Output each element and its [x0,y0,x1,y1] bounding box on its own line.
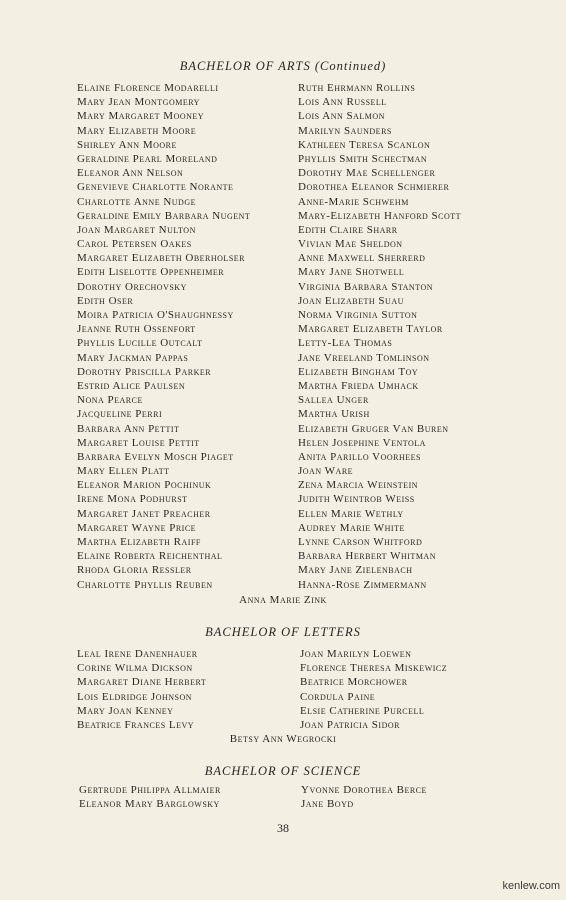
watermark: kenlew.com [502,880,560,892]
graduate-name: Joan Patricia Sidor [300,718,400,731]
graduate-name: Audrey Marie White [298,521,405,534]
section-title-bachelor-of-arts: BACHELOR OF ARTS (Continued) [179,59,387,73]
graduate-name: Joan Marilyn Loewen [300,648,412,660]
graduate-name: Edith Claire Sharr [298,223,398,236]
graduate-name: Hanna-Rose Zimmermann [298,578,427,591]
section-title-bachelor-of-letters: BACHELOR OF LETTERS [205,625,361,639]
graduate-name: Helen Josephine Ventola [298,436,426,449]
graduate-name: Mary Elizabeth Moore [77,124,197,137]
graduate-name: Jeanne Ruth Ossenfort [77,323,196,336]
graduate-name: Cordula Paine [300,690,376,703]
graduate-name: Dorothy Orechovsky [77,280,187,293]
graduate-name: Dorothy Mae Schellenger [298,167,436,180]
graduate-name: Sallea Unger [298,394,369,407]
graduate-name: Rhoda Gloria Ressler [77,564,192,577]
graduate-name: Judith Weintrob Weiss [298,493,415,506]
graduate-name: Phyllis Smith Schectman [298,152,428,165]
graduate-name: Joan Ware [298,465,354,478]
graduate-name: Zena Marcia Weinstein [298,479,419,492]
graduate-name: Lynne Carson Whitford [298,536,423,548]
graduate-name: Kathleen Teresa Scanlon [298,138,431,151]
graduate-name: Jane Vreeland Tomlinson [298,351,430,364]
graduate-name: Margaret Wayne Price [77,521,197,534]
graduate-name: Joan Margaret Nulton [77,223,196,236]
graduate-name: Lois Ann Russell [298,96,387,109]
graduate-name: Barbara Herbert Whitman [298,550,436,563]
graduate-name: Anne-Marie Schwehm [298,195,409,208]
graduate-name: Joan Elizabeth Suau [298,294,404,307]
graduate-name: Elsie Catherine Purcell [300,704,425,717]
graduate-name: Eleanor Marion Pochinuk [77,479,212,492]
graduate-name: Anita Parillo Voorhees [298,450,421,463]
graduate-name: Mary-Elizabeth Hanford Scott [298,209,462,222]
section-title-bachelor-of-science: BACHELOR OF SCIENCE [204,764,362,778]
graduate-name: Barbara Ann Pettit [77,422,180,435]
graduate-name: Gertrude Philippa Allmaier [79,784,221,796]
bachelor-of-arts-final-name: Anna Marie Zink [239,594,327,606]
graduate-name: Barbara Evelyn Mosch Piaget [77,450,234,463]
graduate-name: Mary Jackman Pappas [77,351,189,364]
graduate-name: Marilyn Saunders [298,124,392,137]
graduate-name: Charlotte Anne Nudge [77,195,196,208]
graduate-name: Irene Mona Podhurst [77,493,188,506]
graduate-name: Norma Virginia Sutton [298,309,418,321]
graduate-name: Yvonne Dorothea Berce [301,784,427,796]
graduate-name: Mary Margaret Mooney [77,110,205,123]
graduate-name: Mary Joan Kenney [77,704,174,717]
graduate-name: Edith Oser [77,294,134,307]
graduate-name: Elaine Florence Modarelli [77,82,219,94]
graduate-name: Eleanor Ann Nelson [77,167,184,180]
graduate-name: Jane Boyd [301,798,354,811]
graduate-name: Elizabeth Gruger Van Buren [298,422,449,435]
bachelor-of-letters-right-column [300,647,447,732]
graduate-name: Elaine Roberta Reichenthal [77,550,223,563]
graduate-name: Beatrice Frances Levy [77,718,195,731]
graduate-name: Leal Irene Danenhauer [77,648,198,660]
graduate-name: Margaret Elizabeth Oberholser [77,252,245,265]
graduate-name: Charlotte Phyllis Reuben [77,578,213,591]
bachelor-of-science-right-column [301,783,427,811]
graduate-name: Dorothy Priscilla Parker [77,365,212,378]
page-number: 38 [277,821,289,835]
graduate-name: Ellen Marie Wethly [298,507,404,520]
bachelor-of-letters-final-name: Betsy Ann Wegrocki [229,733,337,745]
graduate-name: Lois Eldridge Johnson [77,690,193,703]
graduate-name: Martha Urish [298,408,370,421]
graduate-name: Geraldine Emily Barbara Nugent [77,209,251,222]
graduate-name: Margaret Janet Preacher [77,507,211,520]
graduate-name: Eleanor Mary Barglowsky [79,798,220,811]
graduate-name: Geraldine Pearl Moreland [77,152,218,165]
graduate-name: Phyllis Lucille Outcalt [77,337,203,350]
graduate-name: Dorothea Eleanor Schmierer [298,181,450,194]
graduate-name: Margaret Elizabeth Taylor [298,323,443,336]
graduate-name: Mary Jean Montgomery [77,96,200,109]
graduate-name: Vivian Mae Sheldon [298,238,403,251]
graduate-name: Ruth Ehrmann Rollins [298,82,416,94]
graduate-name: Nona Pearce [77,394,143,407]
graduate-name: Florence Theresa Miskewicz [300,662,448,675]
graduate-name: Mary Jane Zielenbach [298,564,413,577]
graduate-name: Mary Jane Shotwell [298,266,405,279]
graduate-name: Moira Patricia O'Shaughnessy [77,309,234,321]
graduate-name: Edith Liselotte Oppenheimer [77,266,225,279]
graduate-name: Corine Wilma Dickson [77,662,193,675]
graduate-name: Martha Frieda Umhack [298,379,419,392]
bachelor-of-science-left-column [79,783,221,811]
graduate-name: Jacqueline Perri [77,408,163,421]
graduate-name: Anne Maxwell Sherrerd [298,252,426,265]
graduate-name: Margaret Diane Herbert [77,676,207,689]
graduate-name: Margaret Louise Pettit [77,436,200,449]
graduate-name: Genevieve Charlotte Norante [77,181,234,194]
bachelor-of-arts-left-column [77,81,250,592]
graduate-name: Estrid Alice Paulsen [77,379,186,392]
graduate-name: Letty-Lea Thomas [298,337,393,350]
graduate-name: Martha Elizabeth Raiff [77,536,201,548]
graduate-name: Lois Ann Salmon [298,110,385,123]
graduate-name: Elizabeth Bingham Toy [298,365,419,378]
graduate-name: Mary Ellen Platt [77,465,170,478]
graduate-name: Shirley Ann Moore [77,138,177,151]
graduate-name: Beatrice Morchower [300,676,408,689]
bachelor-of-arts-right-column [298,81,461,592]
graduate-name: Carol Petersen Oakes [77,238,192,251]
graduate-name: Virginia Barbara Stanton [298,280,433,293]
bachelor-of-letters-left-column [77,647,206,732]
